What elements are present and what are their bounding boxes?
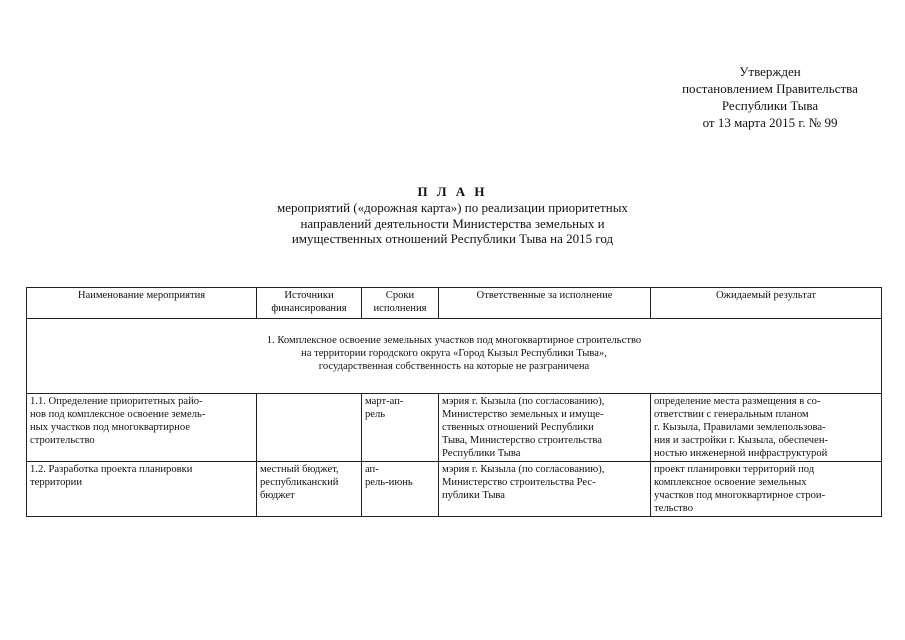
subtitle-line: направлений деятельности Министерства земельных и — [300, 215, 605, 231]
cell-result: определение места размещения в со- ответствии с генеральным планом г. Кызыла, Правилами землепользова- ния и застройки г. Кызыла, обеспечен- ностью инженерной инфраструктурой — [651, 394, 882, 462]
cell-funding: местный бюджет, республиканский бюджет — [257, 462, 362, 517]
cell-result: проект планировки территорий под комплексное освоение земельных участков под многоквартирное строи- тельство — [651, 462, 882, 517]
cell-name: 1.2. Разработка проекта планировки территории — [27, 462, 257, 517]
plan-table — [26, 287, 882, 517]
section-heading: 1. Комплексное освоение земельных участков под многоквартирное строительство на территории городского округа «Город Кызыл Республики Тыва», государственная собственность на которые не разграничена — [27, 319, 882, 394]
header-cell-funding: Источники финансирования — [257, 288, 362, 319]
table-row — [27, 394, 882, 462]
header-cell-result: Ожидаемый результат — [651, 288, 882, 319]
cell-deadline: март-ап- рель — [362, 394, 439, 462]
cell-responsible: мэрия г. Кызыла (по согласованию), Министерство строительства Рес- публики Тыва — [439, 462, 651, 517]
section-row — [27, 319, 882, 394]
cell-responsible: мэрия г. Кызыла (по согласованию), Министерство земельных и имуще- ственных отношений Республики Тыва, Министерство строительства Республики Тыва — [439, 394, 651, 462]
cell-funding — [257, 394, 362, 462]
plan-subtitle — [180, 200, 725, 247]
document-title — [180, 183, 725, 247]
cell-deadline: ап- рель-июнь — [362, 462, 439, 517]
approval-line: Утвержден — [739, 64, 801, 79]
table-row — [27, 462, 882, 517]
header-cell-responsible: Ответственные за исполнение — [439, 288, 651, 319]
subtitle-line: имущественных отношений Республики Тыва на 2015 год — [291, 231, 614, 247]
table-header-row — [27, 288, 882, 319]
approval-stamp — [620, 63, 905, 131]
header-cell-deadline: Сроки исполнения — [362, 288, 439, 319]
subtitle-line: мероприятий («дорожная карта») по реализации приоритетных — [277, 200, 628, 215]
plan-heading: П Л А Н — [417, 184, 488, 199]
header-cell-name: Наименование мероприятия — [27, 288, 257, 319]
cell-name: 1.1. Определение приоритетных райо- нов под комплексное освоение земель- ных участков под многоквартирное строительство — [27, 394, 257, 462]
approval-line: постановлением Правительства — [682, 81, 858, 96]
approval-line: Республики Тыва — [721, 98, 819, 113]
approval-line: от 13 марта 2015 г. № 99 — [702, 115, 838, 130]
